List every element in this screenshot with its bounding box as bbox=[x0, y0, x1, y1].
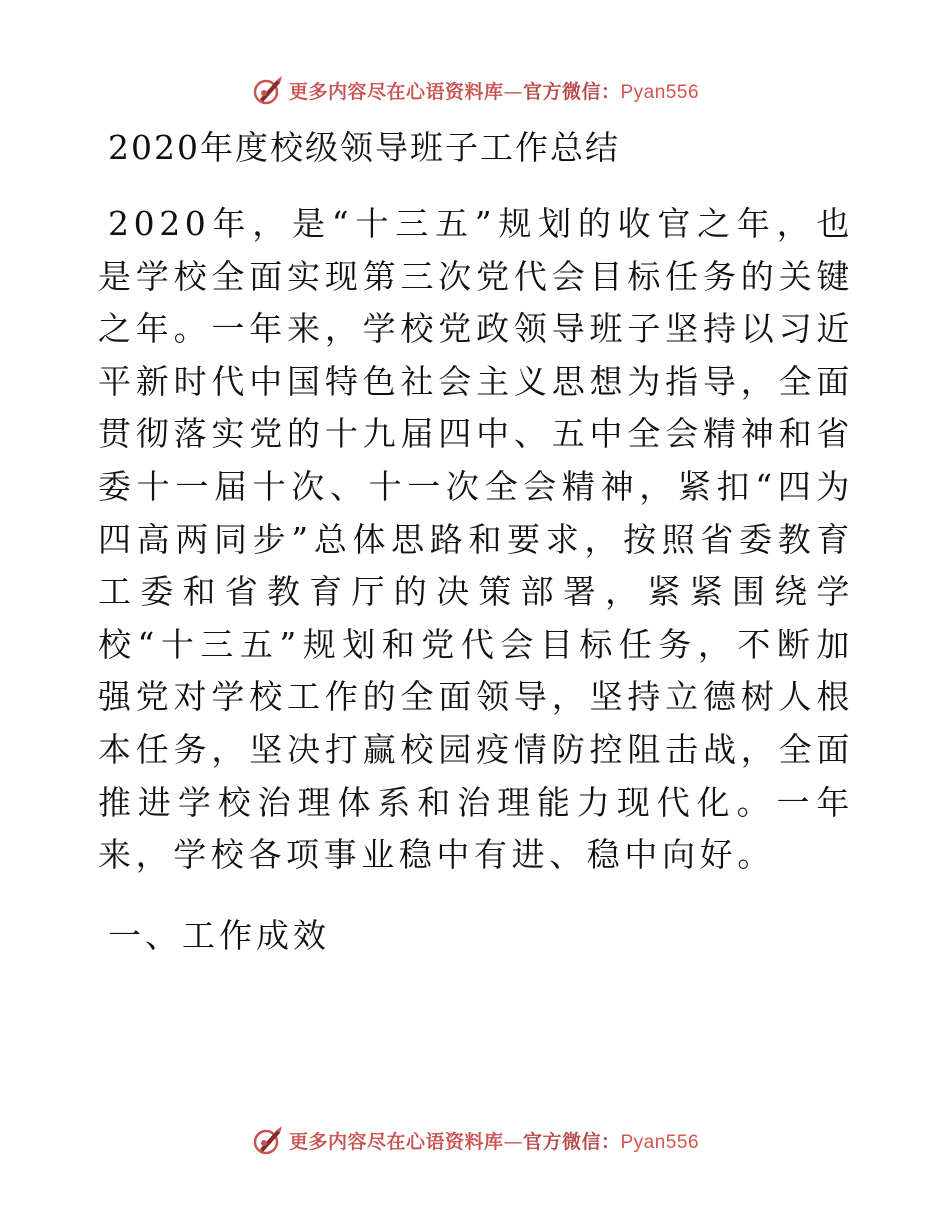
header-watermark bbox=[0, 70, 950, 110]
watermark-wechat-id: Pyan556 bbox=[620, 81, 700, 103]
watermark-wechat-label: 官方微信： bbox=[522, 80, 621, 103]
watermark-site-text: 更多内容尽在心语资料库 bbox=[288, 80, 504, 103]
watermark-site-text: 更多内容尽在心语资料库 bbox=[288, 1130, 504, 1153]
watermark-wechat-label: 官方微信： bbox=[522, 1130, 621, 1153]
quill-pen-logo-icon bbox=[251, 73, 285, 107]
document-title: 2020年度校级领导班子工作总结 bbox=[108, 128, 620, 167]
watermark-wechat-id: Pyan556 bbox=[620, 1131, 700, 1153]
body-paragraph: 2020年，是“十三五”规划的收官之年，也是学校全面实现第三次党代会目标任务的关键之年。一年来，学校党政领导班子坚持以习近平新时代中国特色社会主义思想为指导，全面贯彻落实党的十九届四中、五中全会精神和省委十一届十次、十一次全会精神，紧扣“四为四高两同步”总体思路和要求，按照省委教育工委和省教育厅的决策部署，紧紧围绕学校“十三五”规划和党代会目标任务，不断加强党对学校工作的全面领导，坚持立德树人根本任务，坚决打赢校园疫情防控阻击战，全面推进学校治理体系和治理能力现代化。一年来，学校各项事业稳中有进、稳中向好。 bbox=[98, 204, 854, 875]
section-heading: 一、工作成效 bbox=[108, 916, 330, 955]
watermark-separator: — bbox=[503, 1130, 523, 1153]
watermark-separator: — bbox=[503, 80, 523, 103]
quill-pen-logo-icon bbox=[251, 1123, 285, 1157]
footer-watermark bbox=[0, 1120, 950, 1160]
